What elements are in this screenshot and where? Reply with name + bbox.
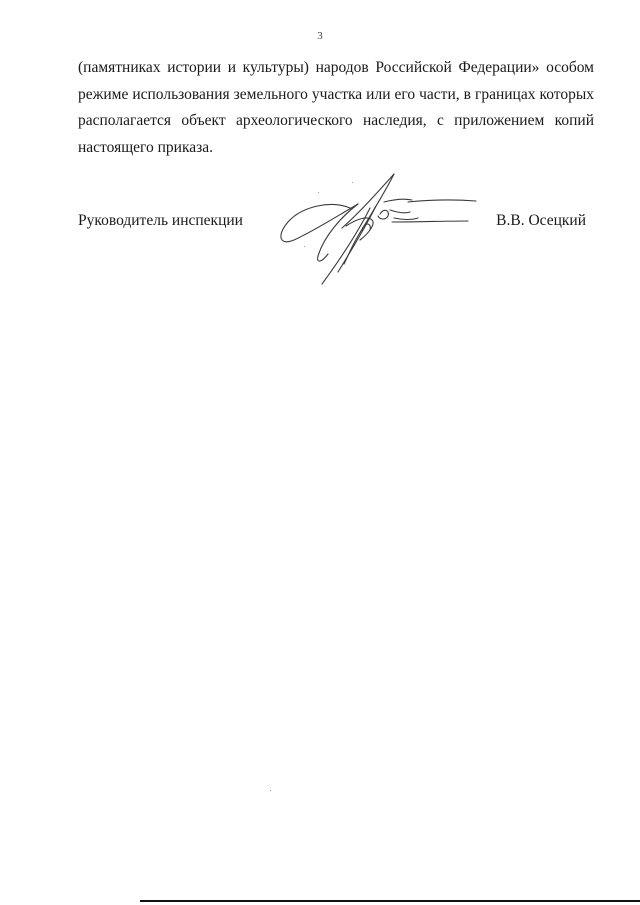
paragraph-line: режиме использования земельного участка или его части, в границах которых — [78, 85, 594, 103]
scan-speck — [352, 182, 353, 183]
scan-speck — [322, 282, 323, 283]
page-number: 3 — [317, 30, 323, 42]
signatory-name: В.В. Осецкий — [496, 212, 586, 229]
signatory-title: Руководитель инспекции — [78, 212, 243, 229]
paragraph-line: располагается объект археологического наследия, с приложением копий — [78, 112, 594, 129]
handwritten-signature — [272, 160, 482, 290]
scan-speck — [304, 246, 305, 247]
body-paragraph — [78, 55, 594, 161]
scan-speck — [270, 790, 271, 791]
scan-speck — [318, 192, 319, 193]
paragraph-line: настоящего приказа. — [78, 138, 214, 156]
scan-bottom-edge — [140, 900, 640, 902]
paragraph-line: (памятниках истории и культуры) народов Российской Федерации» особом — [78, 59, 594, 76]
